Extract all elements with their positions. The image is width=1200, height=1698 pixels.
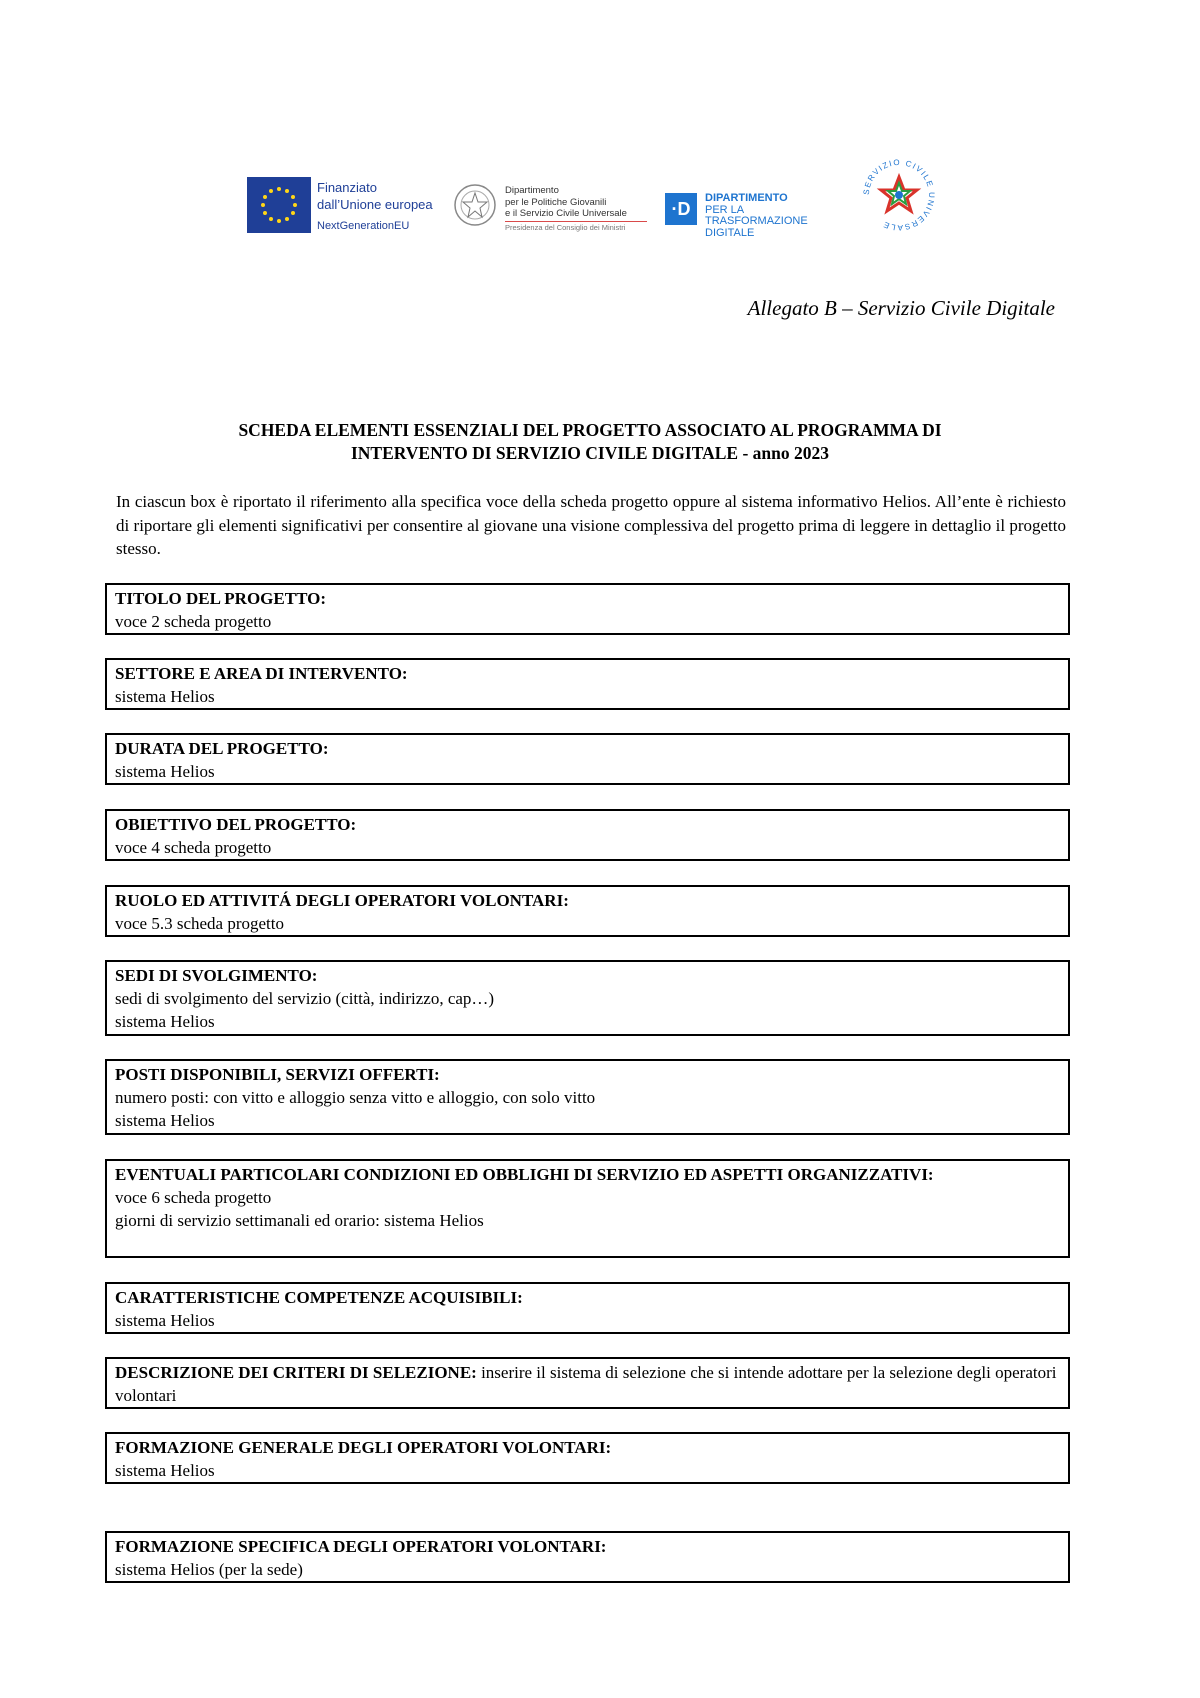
box-posti — [105, 1059, 1070, 1135]
box-value: voce 4 scheda progetto — [115, 838, 272, 857]
box-label: TITOLO DEL PROGETTO: — [115, 589, 326, 608]
title-line2: INTERVENTO DI SERVIZIO CIVILE DIGITALE - anno 2023 — [350, 443, 830, 463]
dip-line4: Presidenza del Consiglio dei Ministri — [505, 222, 626, 232]
eu-line2: dall’Unione europea — [317, 197, 433, 212]
box-value: voce 5.3 scheda progetto — [115, 914, 284, 933]
box-value: sistema Helios — [115, 687, 215, 706]
allegato-label: Allegato B – Servizio Civile Digitale — [747, 296, 1055, 320]
box-label: FORMAZIONE SPECIFICA DEGLI OPERATORI VOLONTARI: — [115, 1537, 607, 1556]
scu-logo-text: SERVIZIO CIVILE UNIVERSALE — [861, 157, 937, 233]
italian-emblem-icon — [453, 181, 497, 229]
dtd-line2: PER LA TRASFORMAZIONE — [705, 203, 808, 227]
box-obiettivo — [105, 809, 1070, 861]
box-value: sistema Helios — [115, 1012, 215, 1031]
box-settore — [105, 658, 1070, 710]
box-label: CARATTERISTICHE COMPETENZE ACQUISIBILI: — [115, 1288, 523, 1307]
box-condizioni — [105, 1159, 1070, 1258]
box-label: POSTI DISPONIBILI, SERVIZI OFFERTI: — [115, 1065, 440, 1084]
box-label: DESCRIZIONE DEI CRITERI DI SELEZIONE: — [115, 1363, 477, 1382]
box-value: sistema Helios — [115, 1111, 215, 1130]
dipartimento-logo — [453, 179, 653, 235]
box-value: sistema Helios (per la sede) — [115, 1560, 303, 1579]
dip-line1: Dipartimento — [505, 185, 559, 196]
box-label: RUOLO ED ATTIVITÁ DEGLI OPERATORI VOLONTARI: — [115, 891, 569, 910]
servizio-civile-logo — [859, 155, 939, 235]
box-label: SETTORE E AREA DI INTERVENTO: — [115, 664, 408, 683]
box-value: sistema Helios — [115, 1311, 215, 1330]
divider — [505, 221, 647, 222]
eu-logo-text — [317, 179, 433, 235]
box-durata — [105, 733, 1070, 785]
logo-strip — [245, 155, 945, 245]
dtd-line1: DIPARTIMENTO — [705, 192, 788, 204]
eu-line3: NextGenerationEU — [317, 220, 410, 232]
box-competenze — [105, 1282, 1070, 1334]
dtd-mark: ·D — [665, 193, 697, 225]
box-value: giorni di servizio settimanali ed orario: sistema Helios — [115, 1211, 484, 1230]
box-value: numero posti: con vitto e alloggio senza vitto e alloggio, con solo vitto — [115, 1088, 596, 1107]
box-value: sedi di svolgimento del servizio (città, indirizzo, cap…) — [115, 989, 495, 1008]
document-title — [140, 419, 1040, 465]
box-label: OBIETTIVO DEL PROGETTO: — [115, 815, 357, 834]
box-label: DURATA DEL PROGETTO: — [115, 739, 329, 758]
dipartimento-text — [505, 185, 627, 233]
title-line1: SCHEDA ELEMENTI ESSENZIALI DEL PROGETTO ASSOCIATO AL PROGRAMMA DI — [238, 420, 942, 440]
box-sedi — [105, 960, 1070, 1036]
box-value: sistema Helios — [115, 1461, 215, 1480]
box-value: inserire il sistema di selezione che si intende adottare per la selezione degli operatori volontari — [115, 1363, 1057, 1405]
box-value: sistema Helios — [115, 762, 215, 781]
eu-line1: Finanziato — [317, 180, 377, 195]
dtd-line3: DIGITALE — [705, 226, 755, 239]
dtd-logo — [665, 191, 845, 239]
box-label: EVENTUALI PARTICOLARI CONDIZIONI ED OBBLIGHI DI SERVIZIO ED ASPETTI ORGANIZZATIVI: — [115, 1165, 934, 1184]
box-formazione-specifica — [105, 1531, 1070, 1583]
intro-paragraph: In ciascun box è riportato il riferimento alla specifica voce della scheda progetto oppure al sistema informativo Helios. All’ente è richiesto di riportare gli elementi significativi per consentire al giovane una visione complessiva del progetto prima di leggere in dettaglio il progetto stesso. — [116, 492, 1066, 558]
eu-flag-icon — [247, 177, 311, 233]
box-value: voce 2 scheda progetto — [115, 612, 272, 631]
box-criteri — [105, 1357, 1070, 1409]
dtd-text — [705, 193, 845, 239]
box-label: FORMAZIONE GENERALE DEGLI OPERATORI VOLONTARI: — [115, 1438, 612, 1457]
box-label: SEDI DI SVOLGIMENTO: — [115, 966, 318, 985]
box-ruolo — [105, 885, 1070, 937]
eu-logo — [247, 177, 439, 235]
dip-line3: e il Servizio Civile Universale — [505, 208, 627, 219]
box-titolo — [105, 583, 1070, 635]
box-value: voce 6 scheda progetto — [115, 1188, 272, 1207]
box-formazione-generale — [105, 1432, 1070, 1484]
dip-line2: per le Politiche Giovanili — [505, 196, 607, 208]
